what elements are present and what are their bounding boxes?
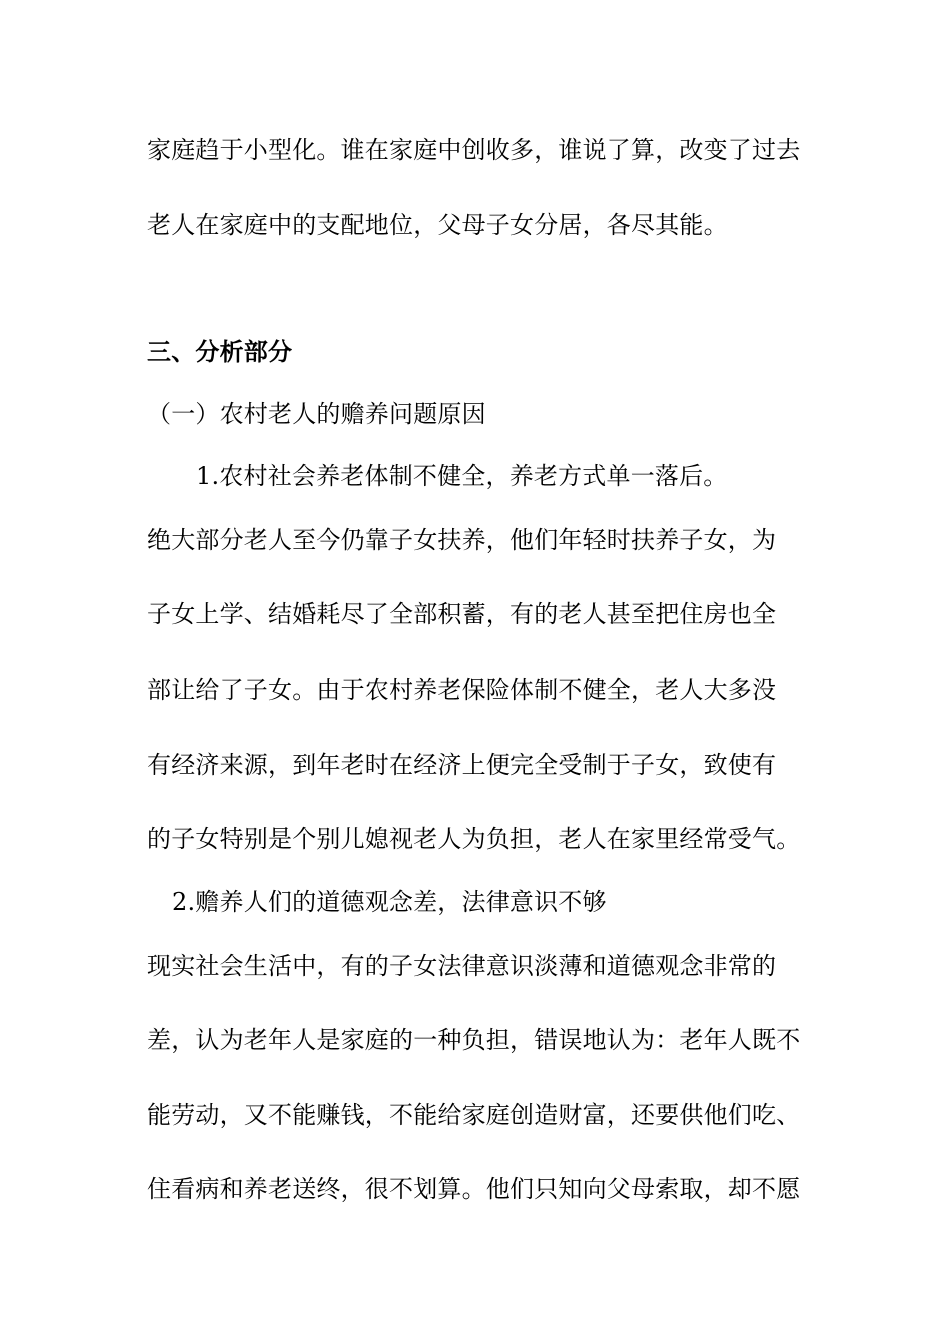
subsection-heading: （一）农村老人的赡养问题原因 (147, 400, 486, 428)
paragraph-line: 现实社会生活中，有的子女法律意识淡薄和道德观念非常的 (147, 952, 777, 980)
paragraph-line: 有经济来源，到年老时在经济上便完全受制于子女，致使有 (147, 751, 777, 779)
paragraph-line: 差，认为老年人是家庭的一种负担，错误地认为：老年人既不 (147, 1026, 801, 1054)
section-heading: 三、分析部分 (147, 337, 293, 366)
paragraph-line: 绝大部分老人至今仍靠子女扶养，他们年轻时扶养子女，为 (147, 526, 777, 554)
paragraph-line: 部让给了子女。由于农村养老保险体制不健全，老人大多没 (147, 676, 777, 704)
paragraph-line: 住看病和养老送终，很不划算。他们只知向父母索取，却不愿 (147, 1175, 801, 1203)
point-heading: 1.农村社会养老体制不健全，养老方式单一落后。 (196, 462, 728, 490)
point-heading: 2.赡养人们的道德观念差，法律意识不够 (172, 888, 607, 916)
paragraph-line: 老人在家庭中的支配地位，父母子女分居，各尽其能。 (147, 211, 728, 239)
paragraph-line: 的子女特别是个别儿媳视老人为负担，老人在家里经常受气。 (147, 825, 801, 853)
paragraph-line: 能劳动，又不能赚钱，不能给家庭创造财富，还要供他们吃、 (147, 1101, 801, 1129)
paragraph-line: 子女上学、结婚耗尽了全部积蓄，有的老人甚至把住房也全 (147, 600, 777, 628)
paragraph-line: 家庭趋于小型化。谁在家庭中创收多，谁说了算，改变了过去 (147, 136, 801, 164)
